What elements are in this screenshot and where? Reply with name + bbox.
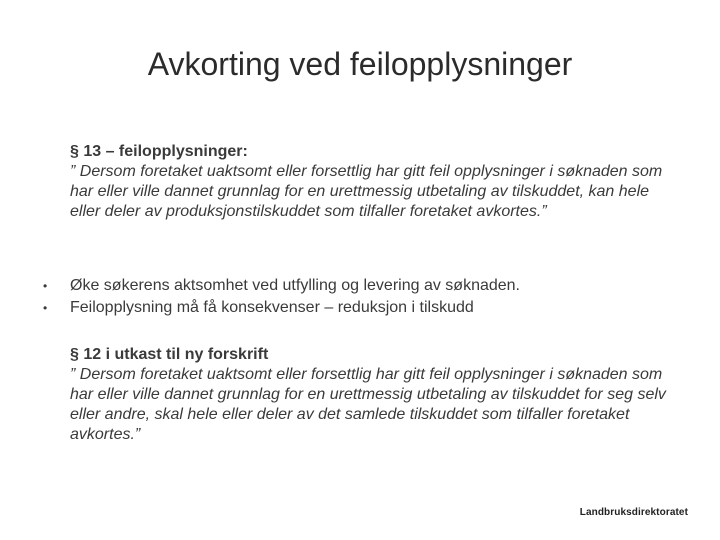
bullet-text: Feilopplysning må få konsekvenser – reduksjon i tilskudd — [70, 299, 474, 316]
bullet-text: Øke søkerens aktsomhet ved utfylling og levering av søknaden. — [70, 277, 520, 294]
regulation-section-13 — [70, 142, 680, 222]
section-12-heading: § 12 i utkast til ny forskrift — [70, 346, 269, 363]
bullet-item — [0, 298, 720, 320]
regulation-section-12-draft — [70, 345, 680, 445]
bullet-list — [0, 276, 720, 320]
section-12-quote: ” Dersom foretaket uaktsomt eller forsettlig har gitt feil opplysninger i søknaden som har eller ville dannet grunnlag for en urettmessig utbetaling av tilskuddet for seg selv eller andre, skal hele eller deler av det samlede tilskuddet som tilfaller foretaket avkortes.” — [70, 366, 666, 443]
slide-title: Avkorting ved feilopplysninger — [147, 46, 573, 82]
section-13-heading: § 13 – feilopplysninger: — [70, 143, 248, 160]
bullet-item — [0, 276, 720, 298]
section-13-quote: ” Dersom foretaket uaktsomt eller forsettlig har gitt feil opplysninger i søknaden som har eller ville dannet grunnlag for en urettmessig utbetaling av tilskuddet, kan hele eller deler av produksjonstilskuddet som tilfaller foretaket avkortes.” — [70, 163, 663, 220]
bullet-icon: • — [43, 301, 48, 315]
bullet-icon: • — [43, 279, 48, 293]
organization-logo: Landbruksdirektoratet — [579, 507, 688, 518]
